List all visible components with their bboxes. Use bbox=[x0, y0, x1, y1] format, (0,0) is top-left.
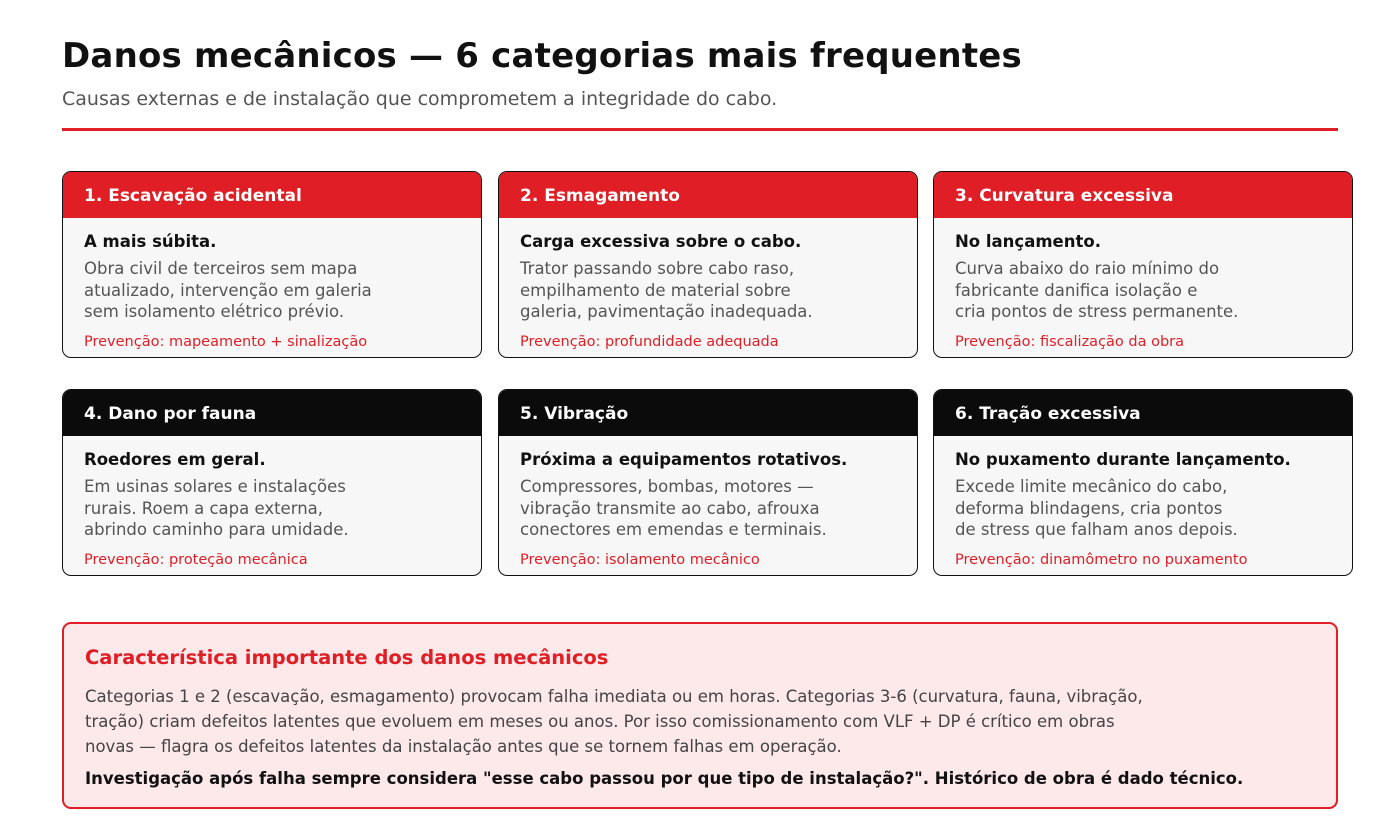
card-header-title: 3. Curvatura excessiva bbox=[934, 172, 1352, 218]
callout-emphasis: Investigação após falha sempre considera "esse cabo passou por que tipo de instalação?". Histórico de obra é dado técnico. bbox=[85, 769, 1244, 788]
card-prevention: Prevenção: dinamômetro no puxamento bbox=[955, 552, 1248, 568]
card-lead: A mais súbita. bbox=[84, 232, 217, 251]
key-characteristic-callout bbox=[62, 622, 1338, 809]
damage-card-escavacao bbox=[62, 171, 482, 358]
card-prevention: Prevenção: isolamento mecânico bbox=[520, 552, 760, 568]
card-header-title: 6. Tração excessiva bbox=[934, 390, 1352, 436]
title-divider bbox=[62, 128, 1338, 131]
callout-body: Categorias 1 e 2 (escavação, esmagamento) provocam falha imediata ou em horas. Categorias 3-6 (curvatura, fauna, vibração, tração) criam defeitos latentes que evoluem em meses ou anos. Por isso comissionamento com VLF + DP é crítico em obras novas — flagra os defeitos latentes da instalação antes que se tornem falhas em operação. bbox=[85, 687, 1143, 756]
card-description: Trator passando sobre cabo raso, empilhamento de material sobre galeria, pavimentação inadequada. bbox=[520, 259, 813, 321]
card-header-title: 2. Esmagamento bbox=[499, 172, 917, 218]
damage-card-fauna bbox=[62, 389, 482, 576]
page-title: Danos mecânicos — 6 categorias mais frequentes bbox=[62, 36, 1022, 76]
card-lead: No puxamento durante lançamento. bbox=[955, 450, 1291, 469]
damage-card-esmagamento bbox=[498, 171, 918, 358]
card-prevention: Prevenção: profundidade adequada bbox=[520, 334, 779, 350]
damage-card-vibracao bbox=[498, 389, 918, 576]
card-description: Compressores, bombas, motores — vibração transmite ao cabo, afrouxa conectores em emendas e terminais. bbox=[520, 477, 827, 539]
card-prevention: Prevenção: mapeamento + sinalização bbox=[84, 334, 368, 350]
card-lead: No lançamento. bbox=[955, 232, 1101, 251]
card-lead: Carga excessiva sobre o cabo. bbox=[520, 232, 802, 251]
card-header-title: 4. Dano por fauna bbox=[63, 390, 481, 436]
card-header-title: 1. Escavação acidental bbox=[63, 172, 481, 218]
card-lead: Próxima a equipamentos rotativos. bbox=[520, 450, 848, 469]
damage-card-tracao bbox=[933, 389, 1353, 576]
card-description: Obra civil de terceiros sem mapa atualizado, intervenção em galeria sem isolamento elétrico prévio. bbox=[84, 259, 372, 321]
card-description: Curva abaixo do raio mínimo do fabricante danifica isolação e cria pontos de stress permanente. bbox=[955, 259, 1239, 321]
card-prevention: Prevenção: fiscalização da obra bbox=[955, 334, 1185, 350]
card-description: Excede limite mecânico do cabo, deforma blindagens, cria pontos de stress que falham anos depois. bbox=[955, 477, 1238, 539]
callout-title: Característica importante dos danos mecânicos bbox=[85, 646, 609, 669]
card-description: Em usinas solares e instalações rurais. Roem a capa externa, abrindo caminho para umidade. bbox=[84, 477, 349, 539]
card-lead: Roedores em geral. bbox=[84, 450, 266, 469]
card-header-title: 5. Vibração bbox=[499, 390, 917, 436]
card-prevention: Prevenção: proteção mecânica bbox=[84, 552, 308, 568]
page-subtitle: Causas externas e de instalação que comprometem a integridade do cabo. bbox=[62, 88, 778, 110]
damage-card-curvatura bbox=[933, 171, 1353, 358]
